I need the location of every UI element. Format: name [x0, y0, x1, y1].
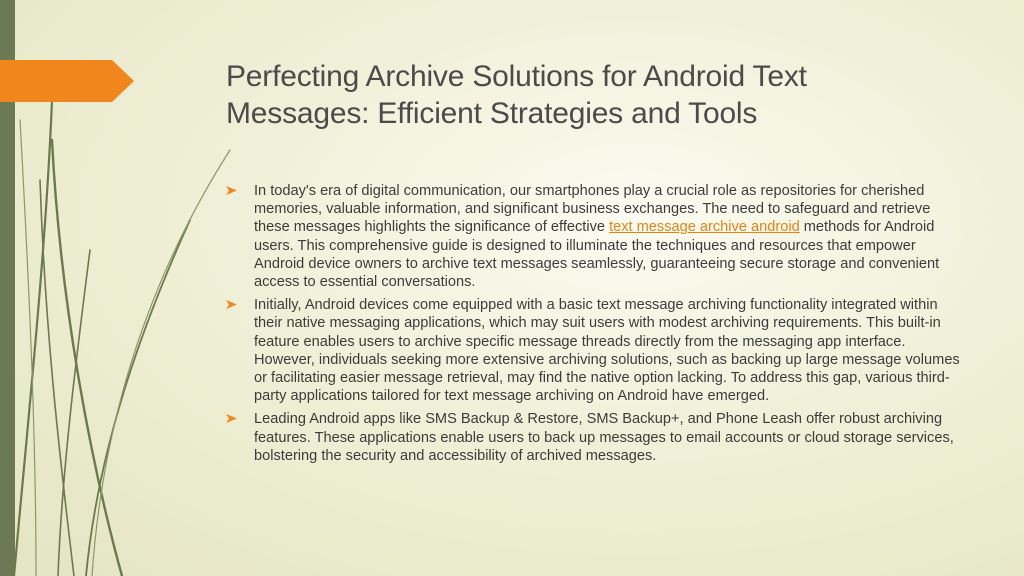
- arrowhead-bullet-icon: [226, 414, 237, 423]
- bullet-text: Leading Android apps like SMS Backup & Restore, SMS Backup+, and Phone Leash offer robust archiving features. These applications enable users to back up messages to email accounts or cloud storage services, bolstering the security and accessibility of archived messages.: [254, 411, 954, 464]
- orange-arrow-icon: [0, 60, 136, 102]
- bullet-item: [226, 410, 968, 465]
- bullet-item: [226, 296, 968, 405]
- arrowhead-bullet-icon: [226, 186, 237, 195]
- bullet-text: methods for Android users. This comprehensive guide is designed to illuminate the techniques and resources that empower Android device owners to archive text messages seamlessly, guaranteeing secure storage and convenient access to essential conversations.: [254, 219, 940, 291]
- slide-title: Perfecting Archive Solutions for Android Text Messages: Efficient Strategies and Tools: [226, 60, 807, 130]
- arrowhead-bullet-icon: [226, 300, 237, 309]
- bullet-item: [226, 182, 968, 291]
- bullet-text: Initially, Android devices come equipped with a basic text message archiving functionality integrated within their native messaging applications, which may suit users with modest archiving requirements. This built-in feature enables users to archive specific message threads directly from the messaging app interface. However, individuals seeking more extensive archiving solutions, such as backing up large message volumes or facilitating easier message retrieval, may find the native option lacking. To address this gap, various third-party applications tailored for text message archiving on Android have emerged.: [254, 297, 960, 405]
- slide-content: [226, 182, 968, 470]
- bullet-text: In today's era of digital communication, our smartphones play a crucial role as repositories for cherished memories, valuable information, and significant business exchanges. The need to safeguard and retrieve these messages highlights the significance of effective: [254, 183, 931, 236]
- text-message-archive-link[interactable]: text message archive android: [609, 219, 800, 236]
